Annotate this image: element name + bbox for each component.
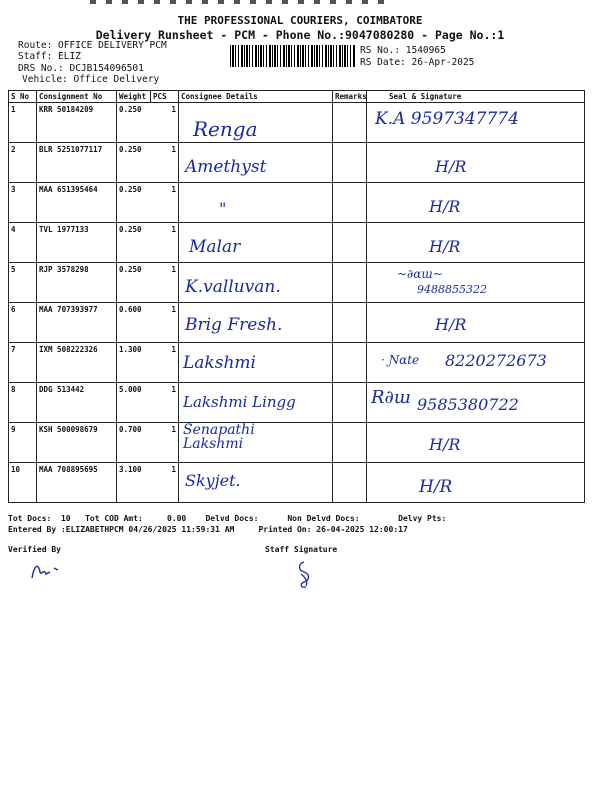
vehicle-label: Vehicle: Office Delivery [22,74,160,85]
remarks-cell [333,383,367,423]
consignee-cell [179,463,333,503]
route-label: Route: OFFICE DELIVERY PCM [18,40,167,51]
remarks-cell [333,423,367,463]
staff-signature-icon [292,560,316,590]
sno-cell: 9 [9,423,37,463]
signature-cell [367,343,585,383]
pcs-cell: 1 [151,463,179,503]
remarks-cell [333,303,367,343]
rs-date: RS Date: 26-Apr-2025 [360,57,475,68]
pcs-cell: 1 [151,263,179,303]
page-edge-marks [90,0,390,4]
consignment-cell: RJP 3578298 [37,263,117,303]
sno-cell: 7 [9,343,37,383]
scribble-signature-icon: · Ɲɑte [381,353,420,367]
remarks-cell [333,143,367,183]
remarks-cell [333,183,367,223]
pcs-cell: 1 [151,303,179,343]
consignment-cell: MAA 708895695 [37,463,117,503]
consignee-handwriting: Lakshmi [183,353,256,373]
signature-handwriting: 9488855322 [417,283,487,296]
weight-cell: 0.250 [117,183,151,223]
runsheet-table [8,90,585,503]
consignee-cell [179,383,333,423]
signature-handwriting: H/R [429,197,461,216]
weight-cell: 0.700 [117,423,151,463]
consignment-cell: MAA 651395464 [37,183,117,223]
pcs-cell: 1 [151,343,179,383]
consignee-cell [179,223,333,263]
consignee-handwriting: Skyjet. [185,471,241,490]
table-row [9,103,585,143]
consignee-cell [179,263,333,303]
table-row [9,223,585,263]
totals-line: Tot Docs: 10 Tot COD Amt: 0.00 Delvd Docs: Non Delvd Docs: Delvy Pts: [8,514,447,523]
pcs-cell: 1 [151,383,179,423]
signature-cell [367,463,585,503]
verified-by-label: Verified By [8,545,61,554]
sno-cell: 2 [9,143,37,183]
sno-cell: 6 [9,303,37,343]
consignment-cell: KRR 50184209 [37,103,117,143]
weight-cell: 3.100 [117,463,151,503]
weight-cell: 0.250 [117,103,151,143]
consignee-cell [179,423,333,463]
sno-cell: 3 [9,183,37,223]
staff-signature-label: Staff Signature [265,545,338,554]
table-row [9,183,585,223]
signature-handwriting: H/R [435,315,467,334]
col-remarks: Remarks [333,91,367,103]
col-consignee: Consignee Details [179,91,333,103]
consignee-cell [179,103,333,143]
remarks-cell [333,103,367,143]
consignee-handwriting: Amethyst [185,157,267,177]
drs-number: DRS No.: DCJB154096501 [18,63,144,74]
table-header-row [9,91,585,103]
table-row [9,343,585,383]
consignee-cell [179,143,333,183]
barcode [230,45,355,67]
runsheet-subtitle: Delivery Runsheet - PCM - Phone No.:9047080280 - Page No.:1 [95,28,505,42]
table-row [9,143,585,183]
signature-cell [367,263,585,303]
table-row [9,463,585,503]
entered-by-line: Entered By :ELIZABETHPCM 04/26/2025 11:59:31 AM Printed On: 26-04-2025 12:00:17 [8,525,408,534]
signature-handwriting: 9585380722 [417,395,519,414]
signature-handwriting: H/R [419,477,453,497]
consignee-cell [179,343,333,383]
weight-cell: 1.300 [117,343,151,383]
pcs-cell: 1 [151,143,179,183]
consignee-cell [179,183,333,223]
signature-cell [367,143,585,183]
consignee-handwriting: Renga [193,117,258,141]
col-signature: Seal & Signature [367,91,585,103]
consignee-handwriting: Senapathi Lakshmi [183,422,255,452]
col-sno: S No [9,91,37,103]
remarks-cell [333,463,367,503]
signature-handwriting: H/R [435,157,467,176]
table-row [9,263,585,303]
pcs-cell: 1 [151,183,179,223]
table-row [9,383,585,423]
pcs-cell: 1 [151,423,179,463]
consignment-cell: MAA 707393977 [37,303,117,343]
signature-handwriting: K.A 9597347774 [375,109,519,129]
staff-label: Staff: ELIZ [18,51,81,62]
signature-cell [367,303,585,343]
signature-handwriting: H/R [429,237,461,256]
consignment-cell: IXM 508222326 [37,343,117,383]
table-row [9,423,585,463]
remarks-cell [333,223,367,263]
consignee-handwriting: K.valluvan. [185,277,281,297]
consignment-cell: TVL 1977133 [37,223,117,263]
col-weight: Weight [117,91,151,103]
signature-cell [367,383,585,423]
consignment-cell: BLR 5251077117 [37,143,117,183]
pcs-cell: 1 [151,103,179,143]
remarks-cell [333,263,367,303]
sno-cell: 1 [9,103,37,143]
signature-cell [367,223,585,263]
consignee-handwriting: Malar [189,237,241,257]
scribble-signature-icon: R∂ɯ [371,387,411,408]
consignment-cell: KSH 500098679 [37,423,117,463]
scribble-signature-icon: ~∂ɑɯ~ [397,267,443,281]
sno-cell: 4 [9,223,37,263]
signature-cell [367,103,585,143]
verifier-signature-icon [28,558,68,582]
col-consignment: Consignment No [37,91,117,103]
weight-cell: 5.000 [117,383,151,423]
consignee-handwriting: " [219,199,227,218]
signature-handwriting: H/R [429,435,461,454]
weight-cell: 0.250 [117,223,151,263]
consignment-cell: DDG 513442 [37,383,117,423]
sno-cell: 5 [9,263,37,303]
signature-handwriting: 8220272673 [445,351,547,370]
consignee-handwriting: Lakshmi Lingg [183,393,296,411]
remarks-cell [333,343,367,383]
table-row [9,303,585,343]
consignee-handwriting: Brig Fresh. [185,315,283,335]
signature-cell [367,423,585,463]
consignee-cell [179,303,333,343]
weight-cell: 0.250 [117,143,151,183]
sno-cell: 10 [9,463,37,503]
company-title: THE PROFESSIONAL COURIERS, COIMBATORE [177,14,423,27]
weight-cell: 0.600 [117,303,151,343]
pcs-cell: 1 [151,223,179,263]
rs-number: RS No.: 1540965 [360,45,446,56]
weight-cell: 0.250 [117,263,151,303]
signature-cell [367,183,585,223]
sno-cell: 8 [9,383,37,423]
col-pcs: PCS [151,91,179,103]
